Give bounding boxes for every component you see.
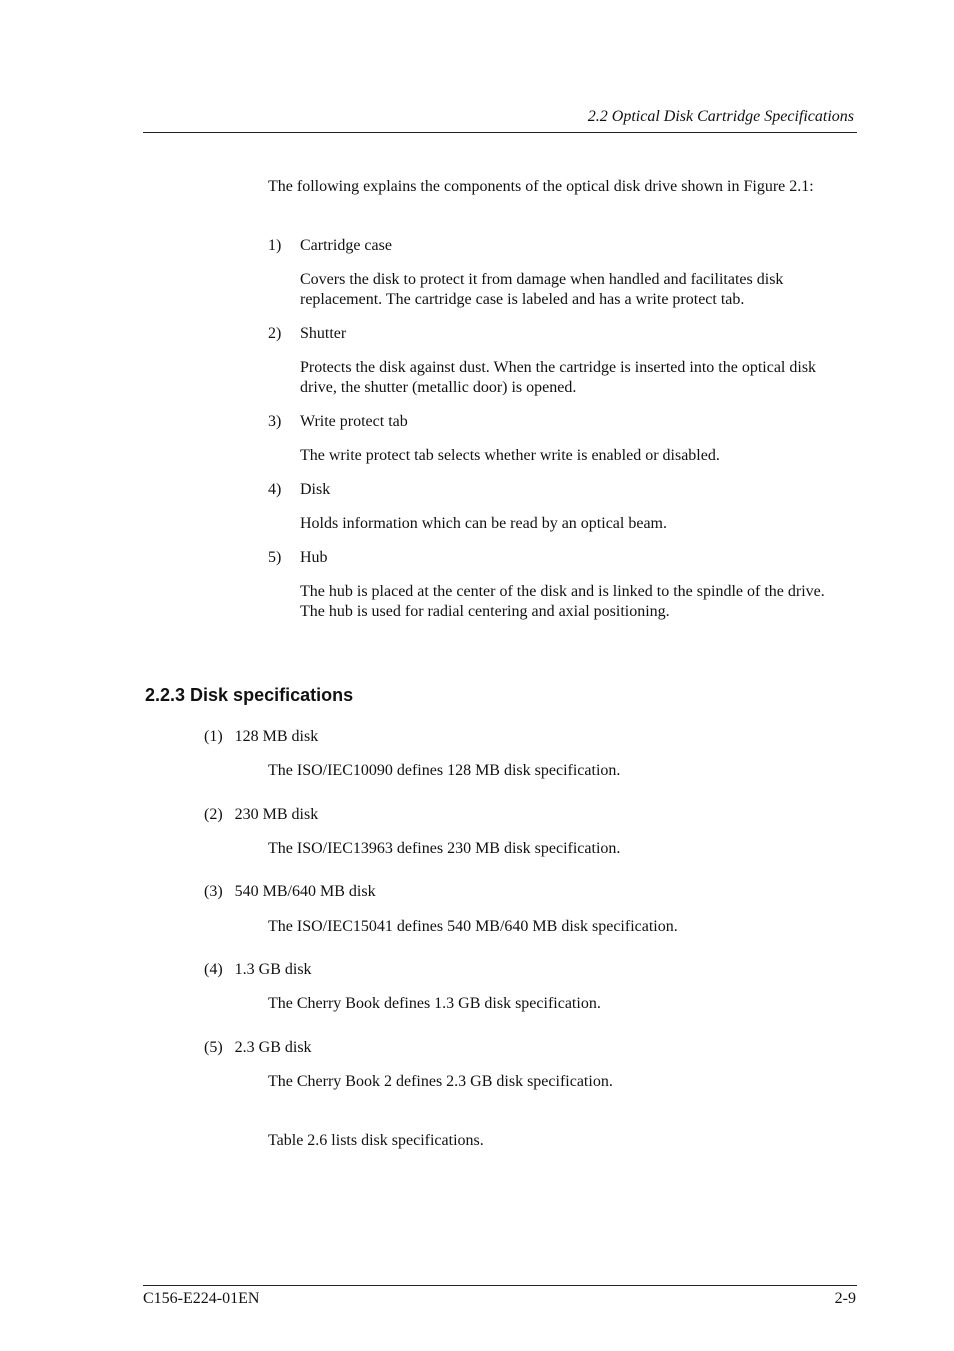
footer-doc-id: C156-E224-01EN (143, 1290, 260, 1307)
running-header: 2.2 Optical Disk Cartridge Specifications (587, 108, 854, 125)
component-description-cartridge-case: Covers the disk to protect it from damage when handled and facilitates disk replacement. The cartridge case is labeled and has a write protect tab. (300, 271, 784, 308)
spec-description-1-3gb: The Cherry Book defines 1.3 GB disk specification. (268, 995, 601, 1012)
spec-description-2-3gb: The Cherry Book 2 defines 2.3 GB disk specification. (268, 1073, 613, 1090)
intro-paragraph: The following explains the components of the optical disk drive shown in Figure 2.1: (268, 178, 814, 195)
component-number: 4) (268, 481, 282, 498)
component-label-shutter: Shutter (300, 325, 347, 342)
footer-rule (143, 1285, 857, 1286)
spec-description-540-640mb: The ISO/IEC15041 defines 540 MB/640 MB disk specification. (268, 918, 678, 935)
component-description-hub: The hub is placed at the center of the disk and is linked to the spindle of the drive. The hub is used for radial centering and axial positioning. (300, 583, 825, 620)
spec-description-128mb: The ISO/IEC10090 defines 128 MB disk specification. (268, 762, 621, 779)
component-description-write-protect-tab: The write protect tab selects whether write is enabled or disabled. (300, 447, 720, 464)
footer-page-number: 2-9 (834, 1290, 856, 1307)
component-label-disk: Disk (300, 481, 331, 498)
component-description-shutter: Protects the disk against dust. When the cartridge is inserted into the optical disk drive, the shutter (metallic door) is opened. (300, 359, 817, 396)
component-description-disk: Holds information which can be read by an optical beam. (300, 515, 667, 532)
closing-paragraph: Table 2.6 lists disk specifications. (268, 1132, 484, 1149)
spec-title-2-3gb: (5) 2.3 GB disk (204, 1039, 312, 1056)
component-label-hub: Hub (300, 549, 328, 566)
spec-title-230mb: (2) 230 MB disk (204, 806, 319, 823)
component-number: 3) (268, 413, 282, 430)
component-number: 5) (268, 549, 282, 566)
spec-title-128mb: (1) 128 MB disk (204, 728, 319, 745)
spec-title-540-640mb: (3) 540 MB/640 MB disk (204, 883, 376, 900)
component-label-cartridge-case: Cartridge case (300, 237, 392, 254)
section-heading: 2.2.3 Disk specifications (145, 685, 354, 705)
component-number: 1) (268, 237, 282, 254)
component-number: 2) (268, 325, 282, 342)
header-rule (143, 132, 857, 133)
spec-description-230mb: The ISO/IEC13963 defines 230 MB disk specification. (268, 840, 621, 857)
spec-title-1-3gb: (4) 1.3 GB disk (204, 961, 312, 978)
component-label-write-protect-tab: Write protect tab (300, 413, 408, 430)
